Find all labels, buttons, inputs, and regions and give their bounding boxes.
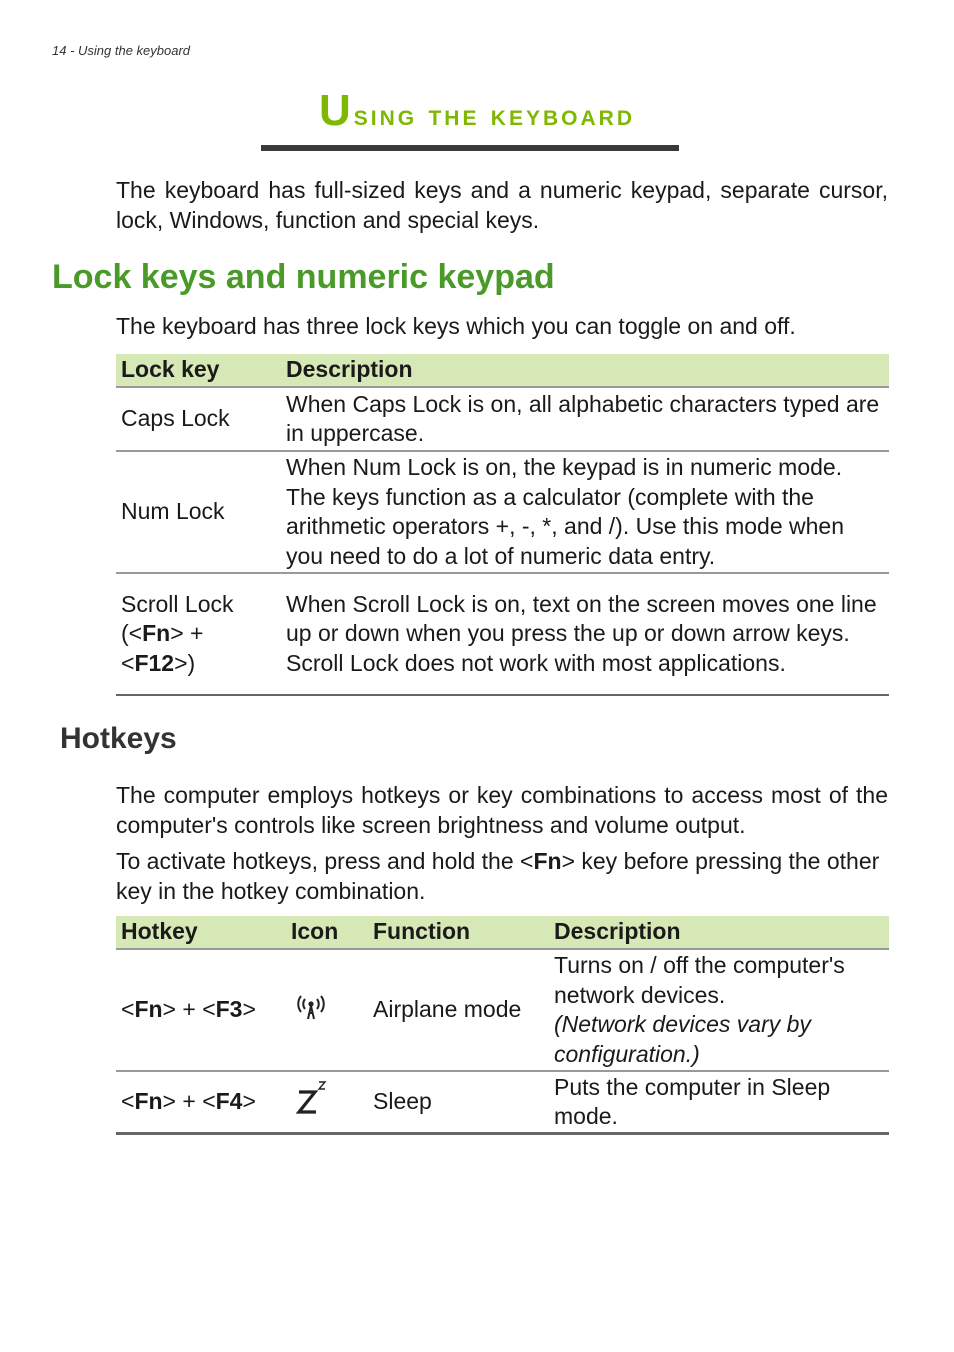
table-header-row — [116, 916, 889, 949]
sleep-icon — [291, 1097, 331, 1123]
airplane-mode-icon — [291, 1000, 331, 1026]
table-row — [116, 573, 889, 695]
key-bracket: < — [121, 996, 135, 1023]
hotkeys-paragraph-2 — [116, 847, 888, 906]
key-bracket: >) — [174, 649, 196, 676]
function-cell: Airplane mode — [368, 949, 549, 1071]
key-separator: > + — [170, 620, 204, 647]
hotkeys-paragraph-1: The computer employs hotkeys or key combinations to access most of the computer's controls like screen brightness and volume output. — [116, 782, 888, 838]
key-f3: F3 — [215, 996, 243, 1023]
description-cell — [549, 949, 889, 1071]
key-f4: F4 — [215, 1088, 243, 1115]
description-cell: When Caps Lock is on, all alphabetic characters typed are in uppercase. — [281, 387, 889, 451]
scroll-lock-label: Scroll Lock — [121, 590, 234, 617]
key-bracket: > — [242, 1088, 256, 1115]
lock-keys-table — [116, 354, 889, 696]
key-bracket: < — [121, 1088, 135, 1115]
lock-keys-heading: Lock keys and numeric keypad — [52, 258, 555, 296]
para-text: > key before pressing the other key in the hotkey combination. — [116, 848, 880, 904]
hotkey-cell — [116, 1071, 286, 1134]
chapter-title-rest: sing the keyboard — [353, 99, 635, 132]
description-cell: When Num Lock is on, the keypad is in numeric mode. The keys function as a calculator (complete with the arithmetic operators +, -, *, and /). Use this mode when you need to do a lot of numeric data entry. — [281, 451, 889, 573]
column-header-hotkey: Hotkey — [116, 916, 286, 949]
intro-paragraph: The keyboard has full-sized keys and a numeric keypad, separate cursor, lock, Windows, function and special keys. — [116, 177, 888, 233]
title-rule — [261, 145, 679, 151]
key-fn: Fn — [134, 996, 163, 1023]
chapter-title-initial: U — [319, 86, 354, 135]
running-header: 14 - Using the keyboard — [52, 43, 191, 58]
column-header-description: Description — [549, 916, 889, 949]
para-text: To activate hotkeys, press and hold the < — [116, 848, 534, 874]
description-text: Turns on / off the computer's network devices. — [554, 952, 845, 1008]
column-header-icon: Icon — [286, 916, 368, 949]
table-row — [116, 451, 889, 573]
key-fn: Fn — [134, 1088, 163, 1115]
function-cell: Sleep — [368, 1071, 549, 1134]
hotkeys-table — [116, 916, 889, 1135]
key-bracket: > — [242, 996, 256, 1023]
table-row — [116, 387, 889, 451]
column-header-lock-key: Lock key — [116, 354, 281, 387]
key-fn: Fn — [142, 620, 171, 647]
lock-key-cell: Num Lock — [116, 451, 281, 573]
key-bracket: < — [121, 649, 135, 676]
column-header-description: Description — [281, 354, 889, 387]
key-separator: > + < — [162, 996, 216, 1023]
hotkey-cell — [116, 949, 286, 1071]
key-bracket: (< — [121, 620, 143, 647]
key-fn: Fn — [533, 848, 562, 874]
key-separator: > + < — [162, 1088, 216, 1115]
table-header-row — [116, 354, 889, 387]
description-cell: When Scroll Lock is on, text on the screen moves one line up or down when you press the up or down arrow keys. Scroll Lock does not work with most applications. — [281, 573, 889, 695]
table-row — [116, 1071, 889, 1134]
lock-keys-intro: The keyboard has three lock keys which you can toggle on and off. — [116, 313, 796, 339]
hotkeys-heading: Hotkeys — [60, 722, 177, 755]
description-note: (Network devices vary by configuration.) — [554, 1011, 811, 1067]
chapter-title — [0, 86, 954, 136]
column-header-function: Function — [368, 916, 549, 949]
description-cell: Puts the computer in Sleep mode. — [549, 1071, 889, 1134]
lock-key-cell — [116, 573, 281, 695]
key-f12: F12 — [134, 649, 175, 676]
table-row — [116, 949, 889, 1071]
icon-cell — [286, 1071, 368, 1134]
icon-cell — [286, 949, 368, 1071]
lock-key-cell: Caps Lock — [116, 387, 281, 451]
